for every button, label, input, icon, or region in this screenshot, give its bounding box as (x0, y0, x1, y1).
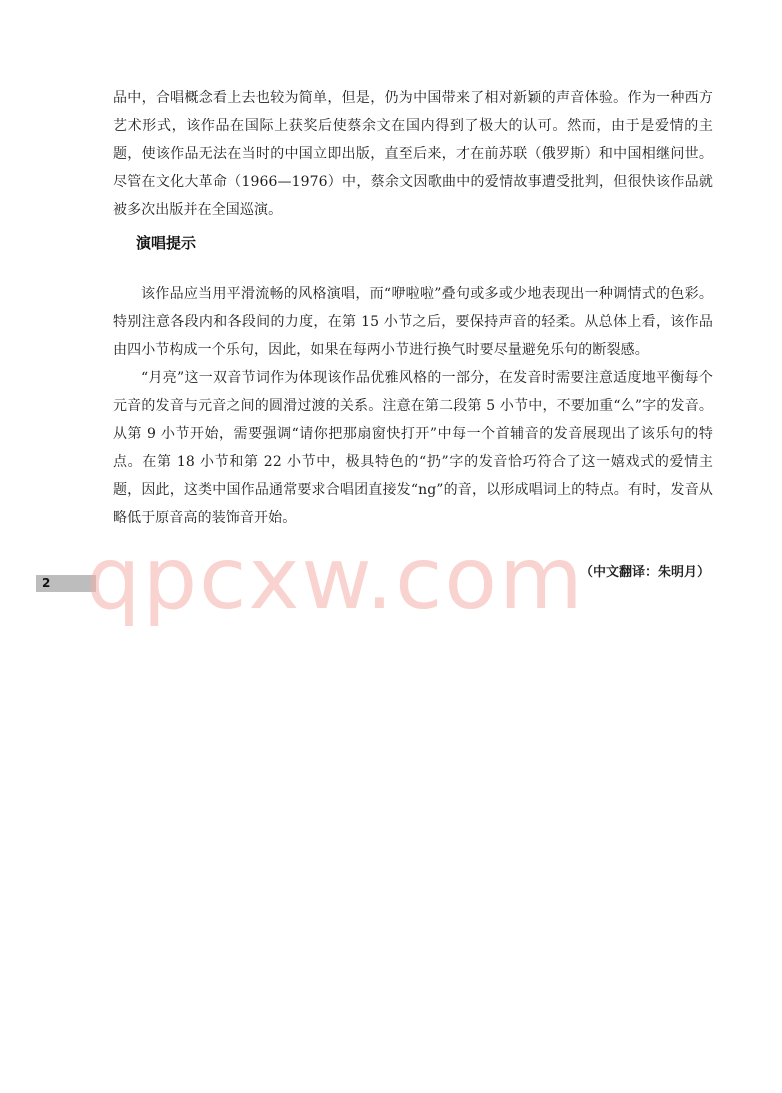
intro-paragraph: 品中，合唱概念看上去也较为简单，但是，仍为中国带来了相对新颖的声音体验。作为一种西方艺术形式，该作品在国际上获奖后使蔡余文在国内得到了极大的认可。然而，由于是爱情的主题，使该作品无法在当时的中国立即出版，直至后来，才在前苏联（俄罗斯）和中国相继问世。尽管在文化大革命（1966—1976）中，蔡余文因歌曲中的爱情故事遭受批判，但很快该作品就被多次出版并在全国巡演。 (113, 90, 713, 218)
site-watermark: qpcxw.com (86, 529, 585, 629)
tips-paragraph-1: 该作品应当用平滑流畅的风格演唱，而“咿啦啦”叠句或多或少地表现出一种调情式的色彩。特别注意各段内和各段间的力度，在第 15 小节之后，要保持声音的轻柔。从总体上看，该作品由四小节构成一个乐句，因此，如果在每两小节进行换气时要尽量避免乐句的断裂感。 (113, 286, 713, 358)
page-number: 2 (42, 576, 51, 590)
translator-credit: （中文翻译：朱明月） (579, 565, 710, 580)
performance-tips-body (113, 280, 713, 532)
page-number-tab (36, 575, 96, 592)
tips-paragraph-2: “月亮”这一双音节词作为体现该作品优雅风格的一部分，在发音时需要注意适度地平衡每个元音的发音与元音之间的圆滑过渡的关系。注意在第二段第 5 小节中，不要加重“么”字的发音。从第 9 小节开始，需要强调“请你把那扇窗快打开”中每一个首辅音的发音展现出了该乐句的特点。在第 18 小节和第 22 小节中，极具特色的“扔”字的发音恰巧符合了这一嬉戏式的爱情主题，因此，这类中国作品通常要求合唱团直接发“ng”的音，以形成唱词上的特点。有时，发音从略低于原音高的装饰音开始。 (113, 370, 713, 526)
section-heading: 演唱提示 (136, 234, 197, 252)
